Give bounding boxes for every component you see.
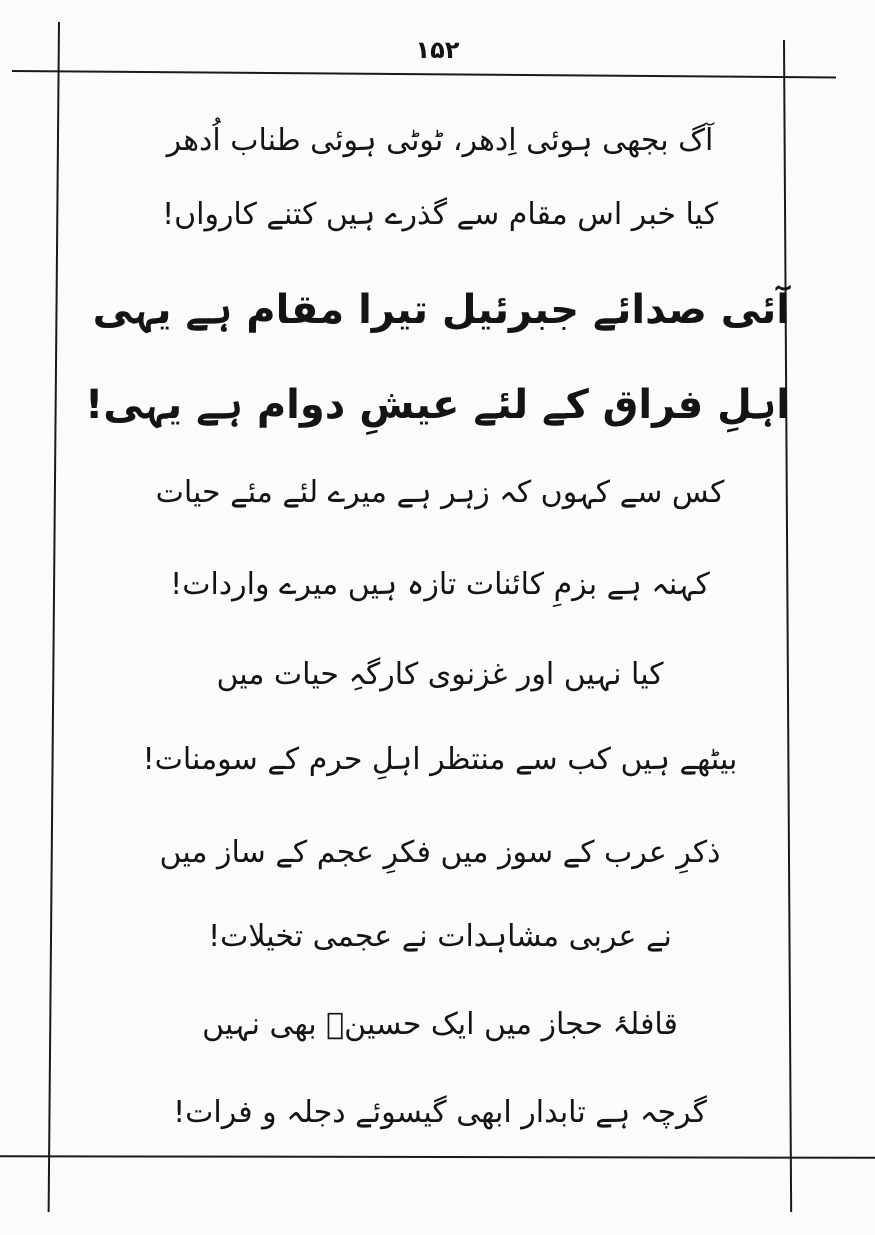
verse-line-12: گرچہ ہے تابدار ابھی گیسوئے دجلہ و فرات! <box>173 1095 707 1130</box>
verse-line-6: کہنہ ہے بزمِ کائنات تازہ ہیں میرے واردات! <box>170 567 710 602</box>
verse-line-9: ذکرِ عرب کے سوز میں فکرِ عجم کے ساز میں <box>159 835 721 870</box>
right-border-line <box>783 40 792 1212</box>
verse-line-2: کیا خبر اس مقام سے گذرے ہیں کتنے کارواں! <box>162 197 718 232</box>
verse-line-10: نے عربی مشاہدات نے عجمی تخیلات! <box>208 919 672 954</box>
page-number: ۱۵۲ <box>415 36 460 64</box>
verse-line-3: آئی صدائے جبرئیل تیرا مقام ہے یہی <box>92 287 790 333</box>
verse-line-8: بیٹھے ہیں کب سے منتظر اہلِ حرم کے سومنات! <box>142 742 738 777</box>
left-border-line <box>48 22 60 1212</box>
bottom-border-line <box>0 1155 875 1159</box>
verse-line-5: کس سے کہوں کہ زہر ہے میرے لئے مئے حیات <box>155 475 725 510</box>
top-border-line <box>12 70 836 78</box>
verse-line-7: کیا نہیں اور غزنوی کارگہِ حیات میں <box>216 657 664 692</box>
verse-line-11: قافلۂ حجاز میں ایک حسینؓ بھی نہیں <box>202 1007 678 1042</box>
verse-line-1: آگ بجھی ہوئی اِدھر، ٹوٹی ہوئی طناب اُدھر <box>166 123 714 158</box>
verse-line-4: اہلِ فراق کے لئے عیشِ دوام ہے یہی! <box>84 382 790 428</box>
